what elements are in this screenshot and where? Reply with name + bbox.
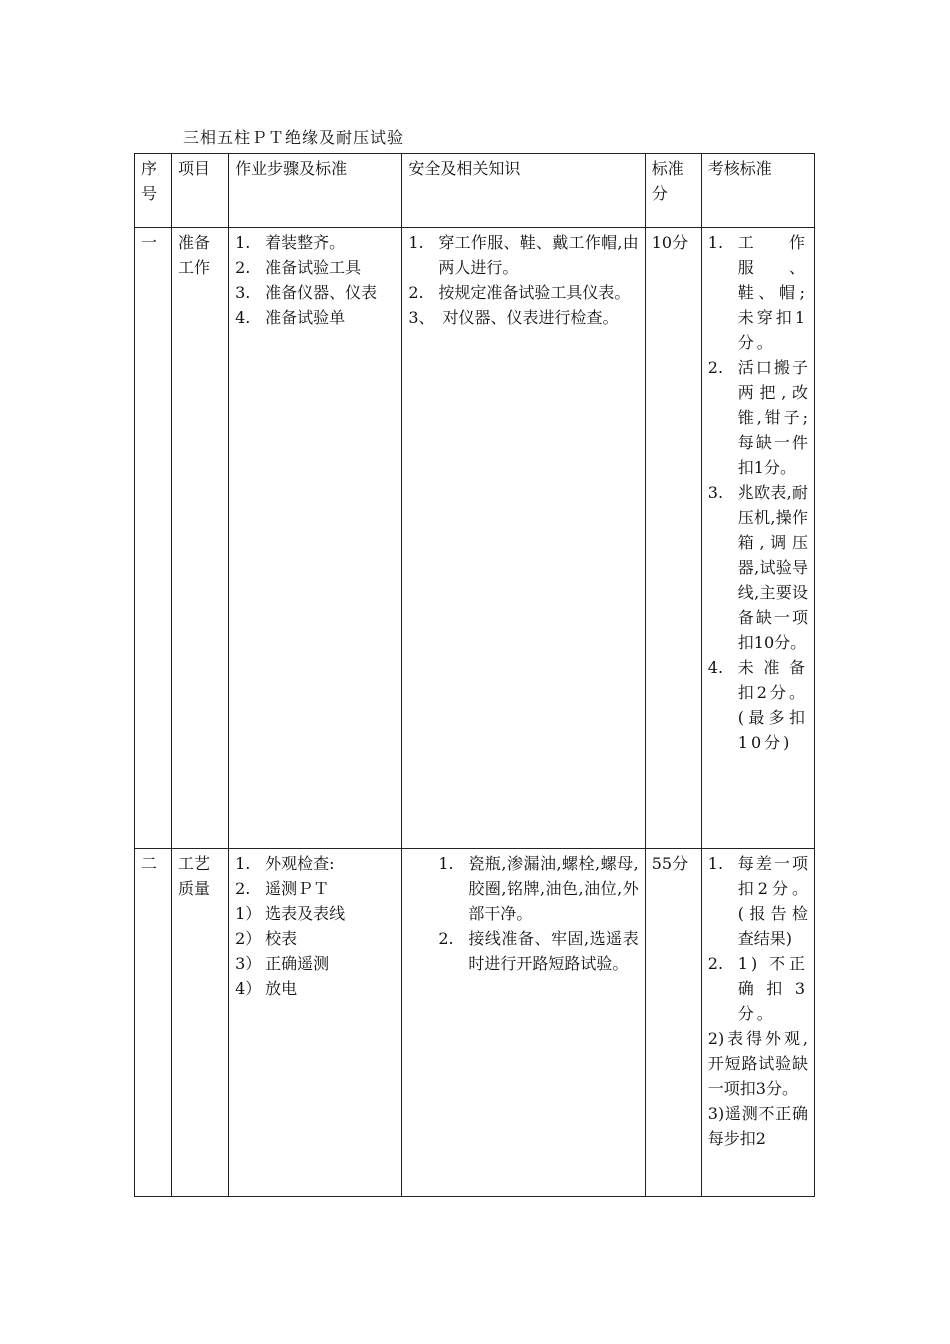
list-item: 3. 兆欧表,耐压机,操作箱,调压器,试验导线,主要设备缺一项扣10分。	[707, 483, 808, 652]
list-item: 1. 瓷瓶,渗漏油,螺栓,螺母,胶圈,铭牌,油色,油位,外部干净。	[438, 854, 639, 923]
list-item: 1） 选表及表线	[235, 904, 346, 923]
row-seq: 二	[135, 849, 172, 1197]
row-item: 准备工作	[172, 228, 229, 849]
assess-note: 3)遥测不正确每步扣2	[707, 1104, 808, 1148]
list-item: 2. 按规定准备试验工具仪表。	[408, 283, 631, 302]
list-item: 1. 外观检查:	[235, 854, 335, 873]
row-steps	[229, 228, 402, 849]
list-item: 4） 放电	[235, 979, 298, 998]
list-item: 2. 1) 不正确扣3分。	[707, 954, 808, 1023]
table-header-row	[135, 154, 815, 228]
list-item: 1. 穿工作服、鞋、戴工作帽,由两人进行。	[408, 233, 639, 277]
header-score: 标准分	[645, 154, 701, 228]
row-safety	[402, 228, 645, 849]
row-steps	[229, 849, 402, 1197]
row-item: 工艺质量	[172, 849, 229, 1197]
row-score: 10分	[645, 228, 701, 849]
list-item: 2. 活口搬子两把,改锥,钳子;每缺一件扣1分。	[707, 358, 808, 477]
table-row	[135, 228, 815, 849]
header-item: 项目	[172, 154, 229, 228]
table-row	[135, 849, 815, 1197]
header-seq: 序号	[135, 154, 172, 228]
assess-list	[708, 851, 808, 1026]
list-item: 2. 遥测ＰＴ	[235, 879, 330, 898]
list-item: 3） 正确遥测	[235, 954, 330, 973]
list-item: 2. 接线准备、牢固,选遥表时进行开路短路试验。	[438, 929, 639, 973]
list-item: 1. 着装整齐。	[235, 233, 346, 252]
steps-list	[235, 230, 395, 330]
list-item: 4. 未准备扣2分。(最多扣10分)	[707, 658, 808, 752]
list-item: 2） 校表	[235, 929, 298, 948]
list-item: 1. 每差一项扣2分。(报告检查结果)	[707, 854, 808, 948]
header-steps: 作业步骤及标准	[229, 154, 402, 228]
safety-note: 3、 对仪器、仪表进行检查。	[408, 308, 619, 327]
list-item: 3. 准备仪器、仪表	[235, 283, 378, 302]
row-safety	[402, 849, 645, 1197]
list-item: 2. 准备试验工具	[235, 258, 362, 277]
safety-list	[408, 230, 638, 305]
row-assess	[701, 849, 814, 1197]
row-score: 55分	[645, 849, 701, 1197]
header-safety: 安全及相关知识	[402, 154, 645, 228]
steps-list	[235, 851, 395, 1001]
list-item: 1. 工作服、鞋、帽;未穿扣1分。	[707, 233, 808, 352]
assess-list	[708, 230, 808, 755]
assessment-table	[134, 153, 815, 1197]
safety-list	[438, 851, 638, 976]
row-seq: 一	[135, 228, 172, 849]
row-assess	[701, 228, 814, 849]
list-item: 4. 准备试验单	[235, 308, 346, 327]
header-assess: 考核标准	[701, 154, 814, 228]
assess-note: 2)表得外观,开短路试验缺一项扣3分。	[707, 1029, 808, 1098]
document-title: 三相五柱ＰＴ绝缘及耐压试验	[183, 128, 405, 147]
